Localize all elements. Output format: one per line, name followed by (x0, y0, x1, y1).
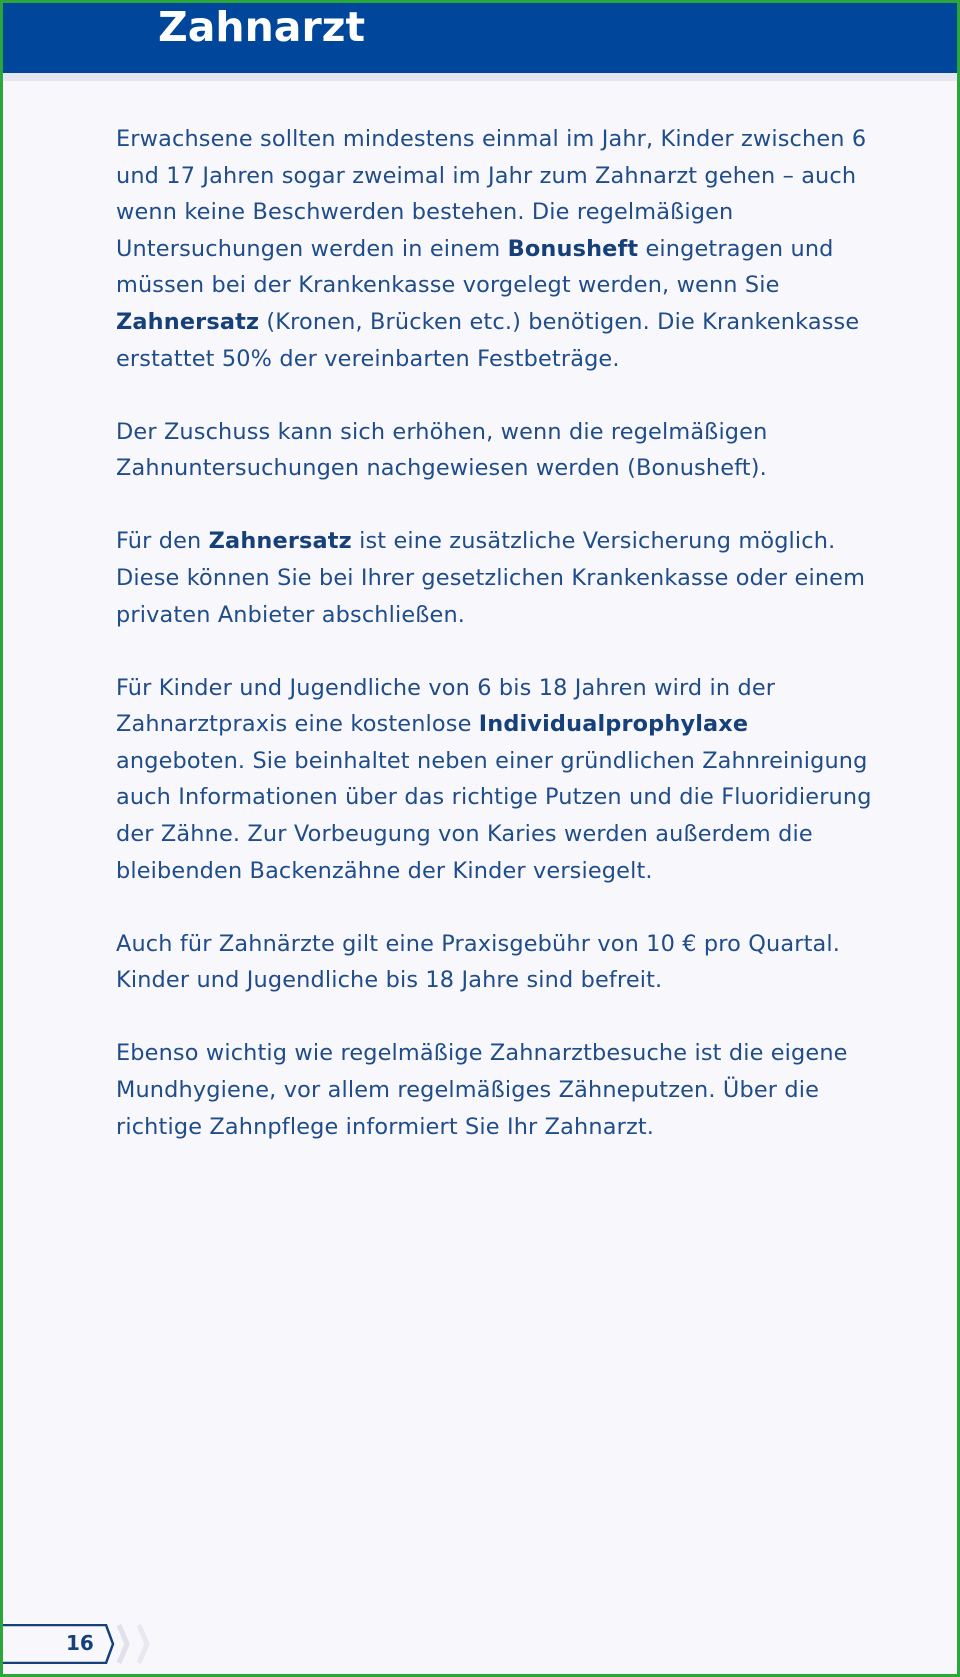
page-header (3, 3, 957, 73)
text-run: (Kronen, Brücken etc.) benötigen. Die Krankenkasse erstattet 50% der vereinbarten Festbeträge. (116, 308, 860, 372)
emphasized-term: Zahnersatz (116, 308, 260, 335)
text-run: Für Kinder und Jugendliche von 6 bis 18 Jahren wird in der Zahnarztpraxis eine kostenlose (116, 674, 776, 738)
paragraph-hygiene (116, 1035, 876, 1145)
paragraph-prophylaxis (116, 670, 876, 890)
text-run: eingetragen und müssen bei der Krankenkasse vorgelegt werden, wenn Sie (116, 235, 834, 299)
header-underline (3, 73, 957, 81)
page-number: 16 (66, 1631, 94, 1655)
text-run: Auch für Zahnärzte gilt eine Praxisgebühr von 10 € pro Quartal. Kinder und Jugendliche bis 18 Jahre sind befreit. (116, 930, 841, 994)
paragraph-fee (116, 926, 876, 999)
emphasized-term: Bonusheft (507, 235, 639, 262)
text-run: Der Zuschuss kann sich erhöhen, wenn die regelmäßigen Zahnuntersuchungen nachgewiesen werden (Bonusheft). (116, 418, 768, 482)
paragraph-insurance (116, 523, 876, 633)
emphasized-term: Individualprophylaxe (478, 711, 749, 738)
body-text (116, 121, 876, 1182)
paragraph-checkups (116, 121, 876, 377)
text-run: angeboten. Sie beinhaltet neben einer gründlichen Zahnreinigung auch Informationen über das richtige Putzen und die Fluoridierung der Zähne. Zur Vorbeugung von Karies werden außerdem die bleibenden Backenzähne der Kinder versiegelt. (116, 747, 872, 884)
paragraph-subsidy (116, 414, 876, 487)
emphasized-term: Zahnersatz (208, 528, 352, 555)
chevron-right-icon (105, 1624, 175, 1664)
text-run: Für den (116, 528, 209, 555)
text-run: Erwachsene sollten mindestens einmal im Jahr, Kinder zwischen 6 und 17 Jahren sogar zweimal im Jahr zum Zahnarzt gehen – auch wenn keine Beschwerden bestehen. Die regelmäßigen Untersuchungen werden in einem (116, 126, 867, 262)
text-run: Ebenso wichtig wie regelmäßige Zahnarztbesuche ist die eigene Mundhygiene, vor allem regelmäßiges Zähneputzen. Über die richtige Zahnpflege informiert Sie Ihr Zahnarzt. (116, 1040, 848, 1140)
text-run: ist eine zusätzliche Versicherung möglich. Diese können Sie bei Ihrer gesetzlichen Krankenkasse oder einem privaten Anbieter abschließen. (116, 528, 866, 628)
page-title: Zahnarzt (158, 3, 366, 51)
